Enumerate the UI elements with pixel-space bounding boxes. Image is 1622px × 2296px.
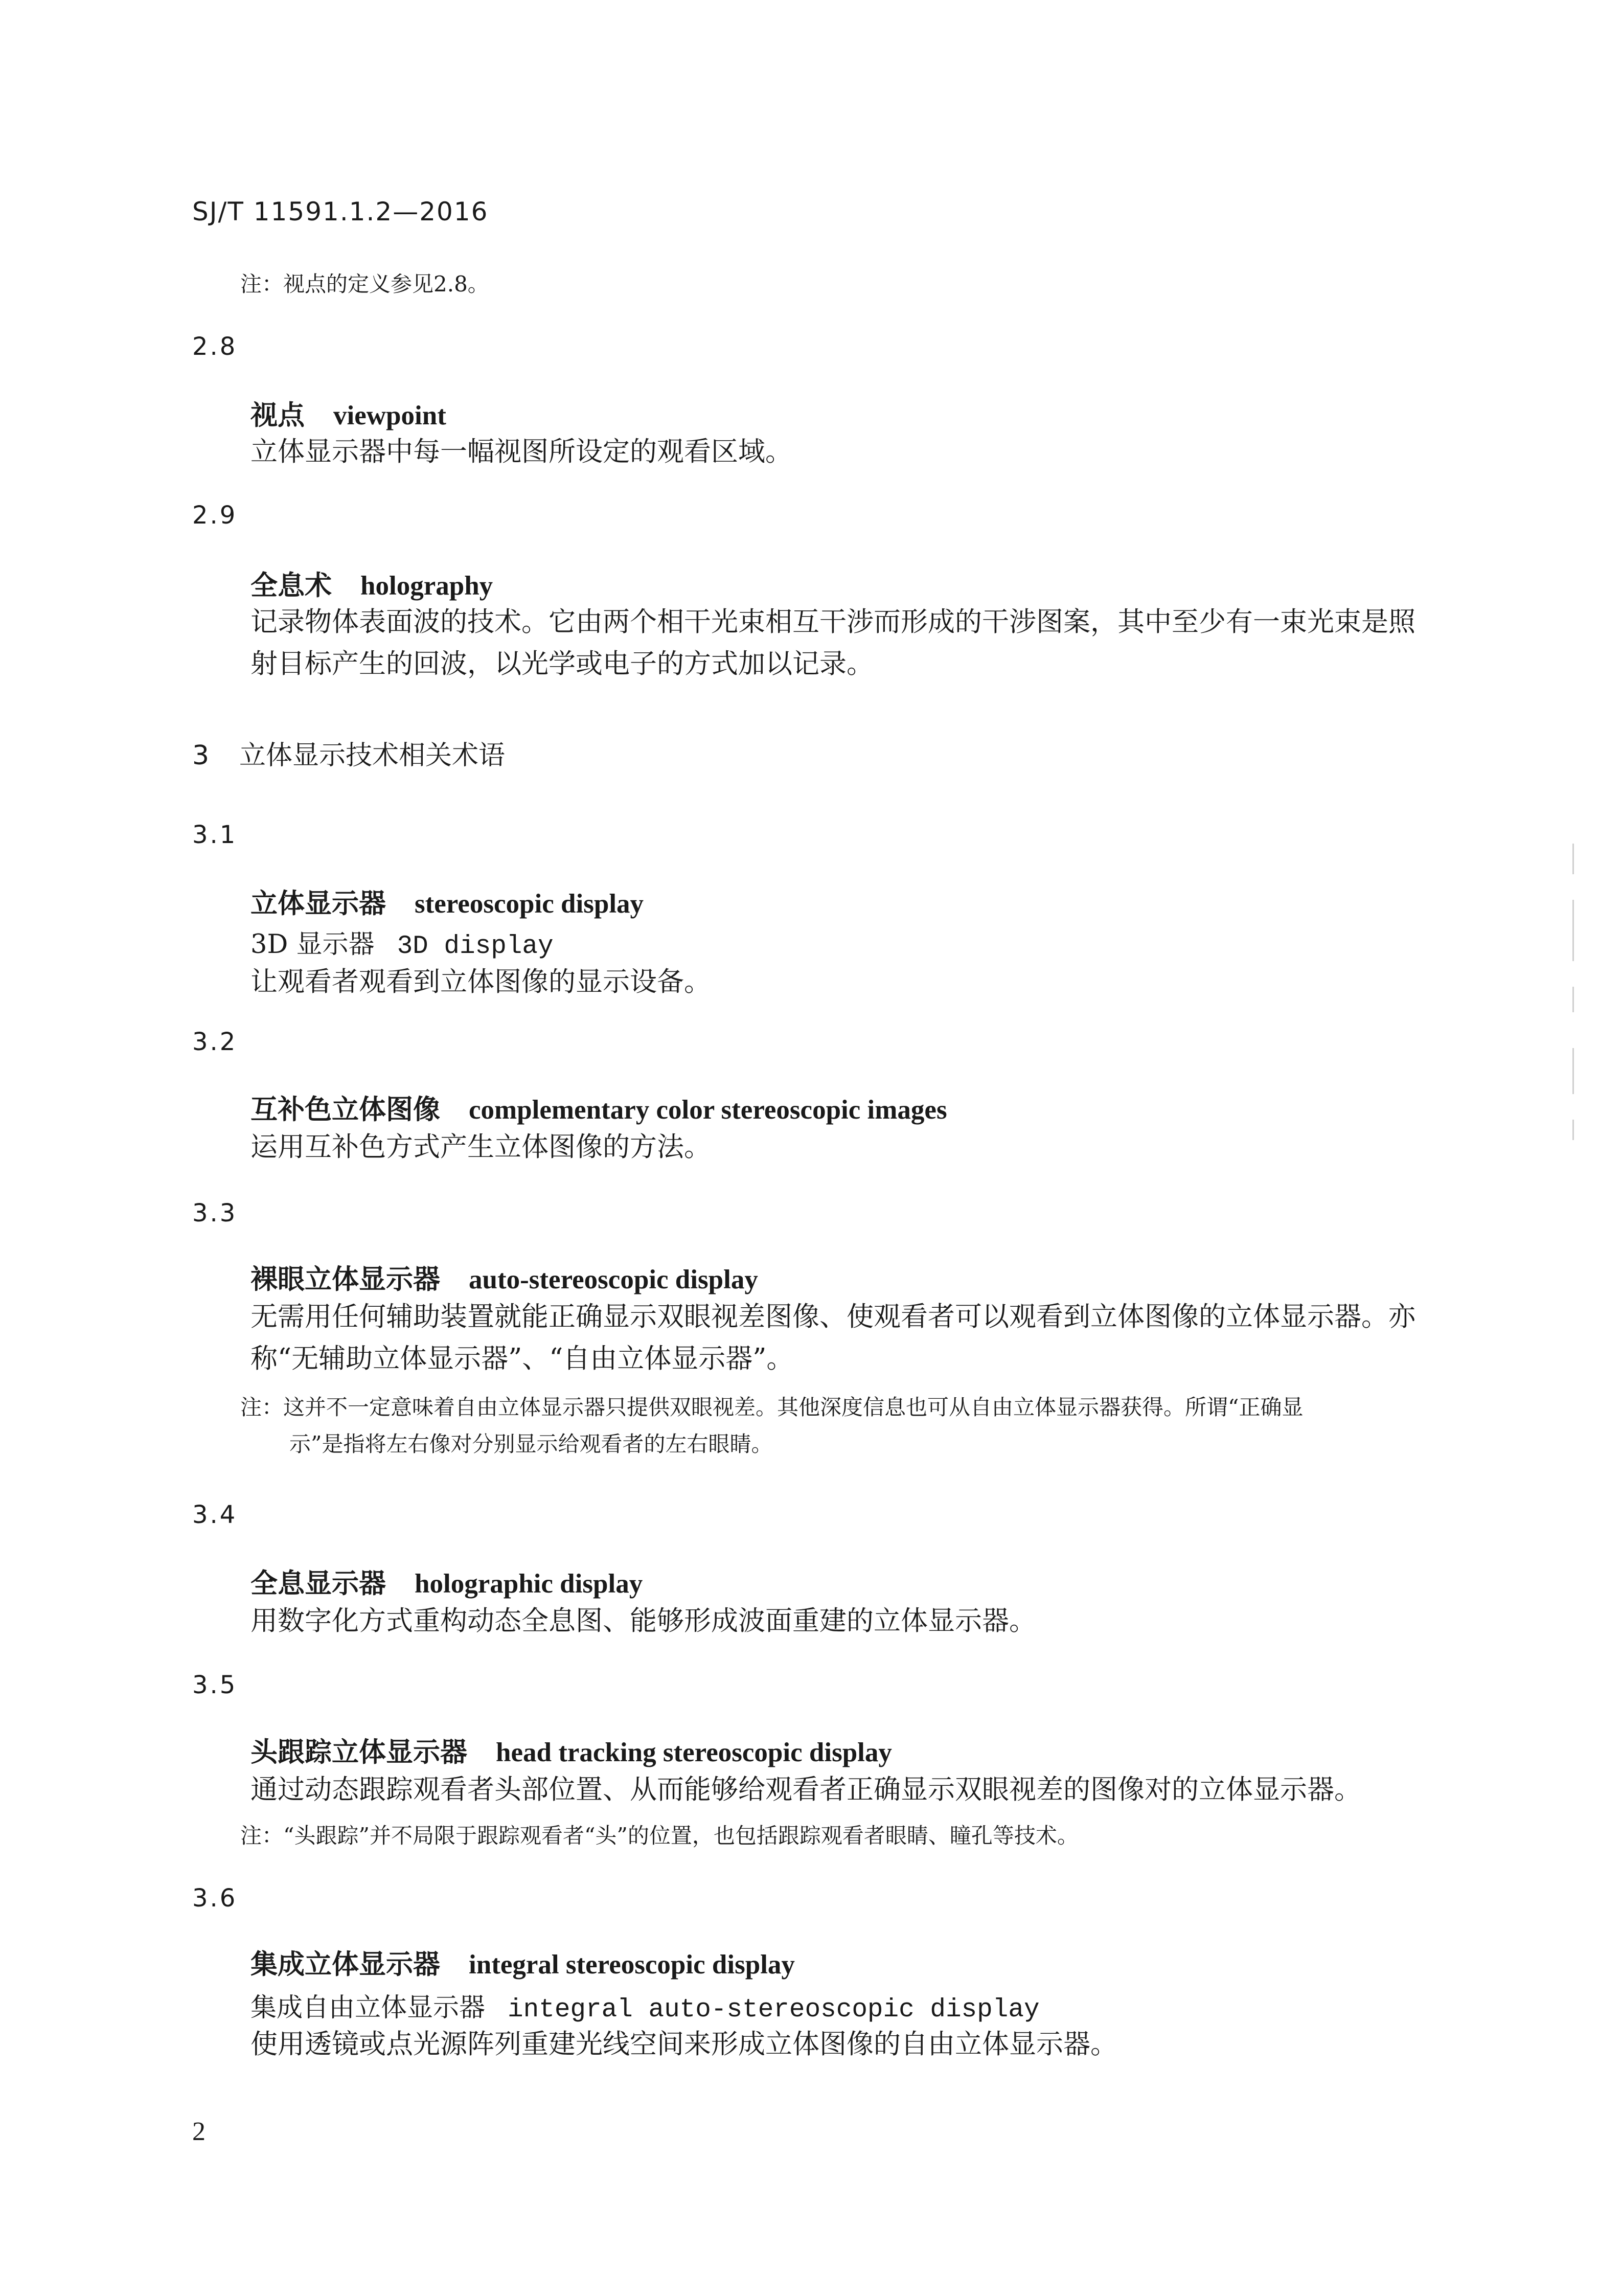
scan-edge-mark xyxy=(1572,900,1574,961)
alt-term-3-1 xyxy=(250,923,554,961)
section-number: 3 xyxy=(192,740,210,771)
definition-3-1: 让观看者观看到立体图像的显示设备。 xyxy=(250,966,711,997)
term-zh: 头跟踪立体显示器 xyxy=(250,1736,467,1768)
term-zh: 全息显示器 xyxy=(250,1567,386,1599)
term-en: auto-stereoscopic display xyxy=(469,1265,758,1294)
note-text: “头跟踪”并不局限于跟踪观看者“头”的位置，也包括跟踪观看者眼睛、瞳孔等技术。 xyxy=(283,1823,1079,1848)
definition-3-3-line-2: 称“无辅助立体显示器”、“自由立体显示器”。 xyxy=(250,1343,794,1374)
clause-number-3-6: 3.6 xyxy=(192,1884,238,1913)
definition-2-9-line-2: 射目标产生的回波，以光学或电子的方式加以记录。 xyxy=(250,648,874,679)
alt-term-zh: 集成自由立体显示器 xyxy=(250,1993,486,2023)
term-zh: 集成立体显示器 xyxy=(250,1948,440,1980)
term-en: stereoscopic display xyxy=(415,889,644,919)
section-3-heading xyxy=(192,734,505,772)
term-en: holographic display xyxy=(415,1569,643,1599)
term-en: viewpoint xyxy=(333,401,446,430)
section-title: 立体显示技术相关术语 xyxy=(239,740,506,771)
definition-3-6: 使用透镜或点光源阵列重建光线空间来形成立体图像的自由立体显示器。 xyxy=(250,2029,1117,2060)
standard-code: SJ/T 11591.1.2—2016 xyxy=(192,197,489,226)
term-3-6 xyxy=(250,1943,795,1982)
note-label: 注： xyxy=(240,271,284,297)
alt-term-en: 3D display xyxy=(397,932,554,961)
definition-3-3-line-1: 无需用任何辅助装置就能正确显示双眼视差图像、使观看者可以观看到立体图像的立体显示器。亦 xyxy=(250,1301,1415,1332)
term-3-4 xyxy=(250,1562,643,1601)
term-2-8 xyxy=(250,394,446,433)
note-3-5 xyxy=(240,1817,1477,1854)
term-2-9 xyxy=(250,564,493,603)
definition-2-8: 立体显示器中每一幅视图所设定的观看区域。 xyxy=(250,436,792,467)
term-en: integral stereoscopic display xyxy=(469,1950,795,1980)
clause-number-3-3: 3.3 xyxy=(192,1199,238,1227)
clause-number-3-1: 3.1 xyxy=(192,821,238,849)
note-3-3-line-1 xyxy=(240,1389,1477,1426)
alt-term-zh: 3D 显示器 xyxy=(250,929,375,960)
note-text: 视点的定义参见2.8。 xyxy=(283,271,489,297)
note-3-3-line-2: 示”是指将左右像对分别显示给观看者的左右眼睛。 xyxy=(289,1431,773,1457)
clause-number-3-2: 3.2 xyxy=(192,1028,238,1056)
definition-3-2: 运用互补色方式产生立体图像的方法。 xyxy=(250,1131,711,1163)
term-en: complementary color stereoscopic images xyxy=(469,1095,947,1125)
alt-term-3-6 xyxy=(250,1986,1040,2025)
scan-edge-mark xyxy=(1572,844,1574,874)
note-viewpoint-reference xyxy=(240,266,1477,303)
term-zh: 裸眼立体显示器 xyxy=(250,1263,440,1295)
scan-edge-mark xyxy=(1572,1120,1574,1140)
scan-edge-mark xyxy=(1572,987,1574,1012)
clause-number-2-8: 2.8 xyxy=(192,332,238,361)
clause-number-3-5: 3.5 xyxy=(192,1671,238,1699)
term-3-5 xyxy=(250,1731,892,1769)
note-label: 注： xyxy=(240,1823,284,1848)
clause-number-3-4: 3.4 xyxy=(192,1501,238,1529)
term-zh: 互补色立体图像 xyxy=(250,1094,440,1125)
definition-3-4: 用数字化方式重构动态全息图、能够形成波面重建的立体显示器。 xyxy=(250,1605,1036,1636)
term-en: head tracking stereoscopic display xyxy=(496,1738,892,1767)
note-label: 注： xyxy=(240,1395,284,1420)
term-3-2 xyxy=(250,1088,947,1127)
clause-number-2-9: 2.9 xyxy=(192,501,238,530)
definition-3-5: 通过动态跟踪观看者头部位置、从而能够给观看者正确显示双眼视差的图像对的立体显示器。 xyxy=(250,1774,1361,1805)
term-zh: 视点 xyxy=(250,399,305,431)
term-3-3 xyxy=(250,1258,758,1297)
definition-2-9-line-1: 记录物体表面波的技术。它由两个相干光束相互干涉而形成的干涉图案，其中至少有一束光束是照 xyxy=(250,606,1415,638)
term-zh: 立体显示器 xyxy=(250,888,386,919)
page-number: 2 xyxy=(192,2117,205,2146)
note-text: 这并不一定意味着自由立体显示器只提供双眼视差。其他深度信息也可从自由立体显示器获得。所谓“正确显 xyxy=(283,1395,1304,1420)
term-zh: 全息术 xyxy=(250,570,332,601)
scan-edge-mark xyxy=(1572,1048,1574,1094)
term-en: holography xyxy=(360,571,493,601)
alt-term-en: integral auto-stereoscopic display xyxy=(508,1995,1040,2025)
term-3-1 xyxy=(250,882,644,921)
